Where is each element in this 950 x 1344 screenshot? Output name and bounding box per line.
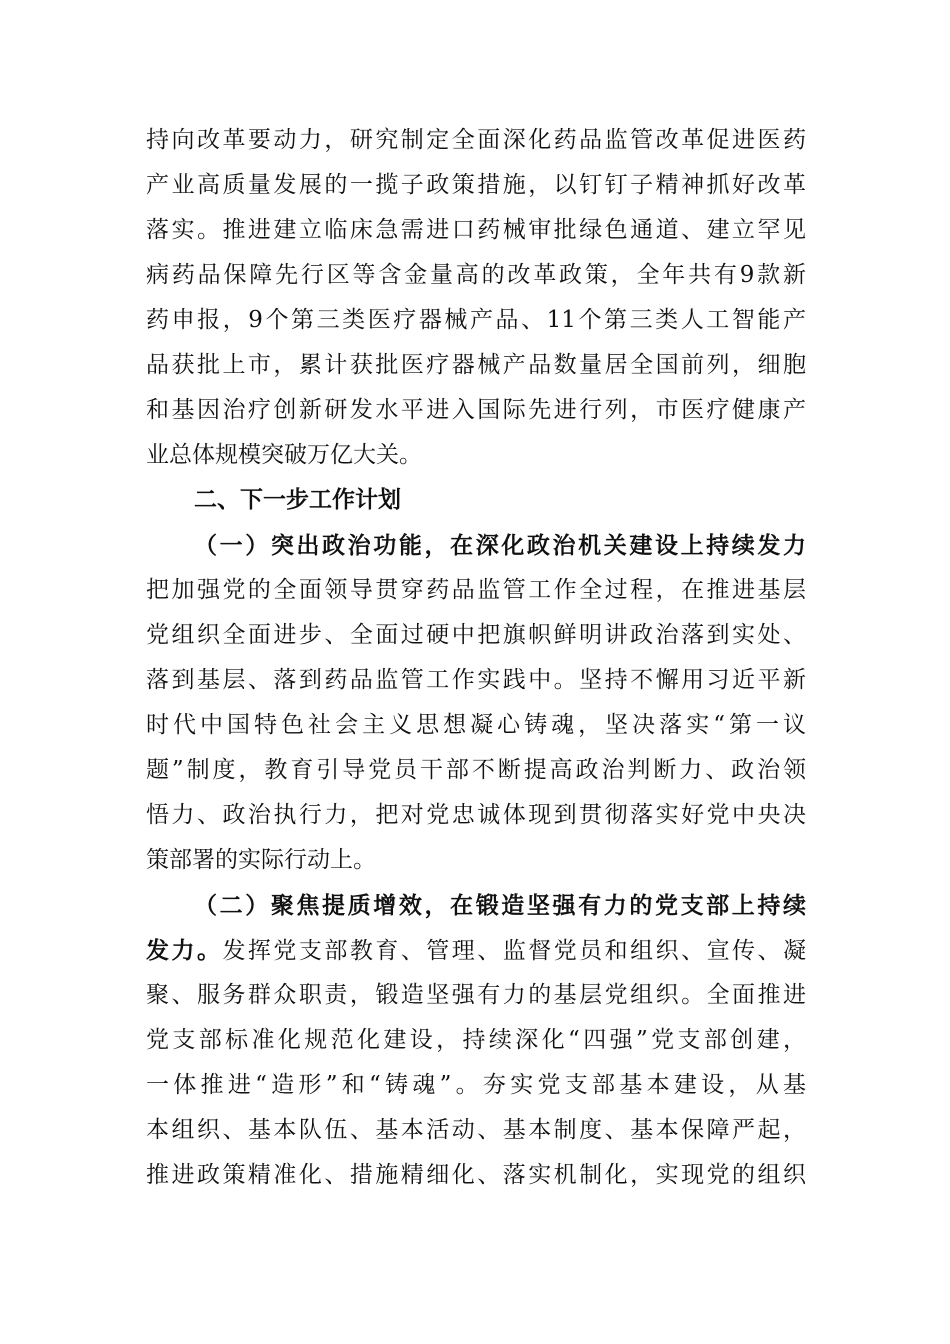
paragraph-line: 推进政策精准化、措施精细化、落实机制化，实现党的组织 (146, 1162, 806, 1188)
paragraph-line: 产业高质量发展的一揽子政策措施，以钉钉子精神抓好改革 (146, 172, 806, 198)
paragraph-line: 药申报，9个第三类医疗器械产品、11个第三类人工智能产 (146, 307, 806, 333)
paragraph-line: 党组织全面进步、全面过硬中把旗帜鲜明讲政治落到实处、 (146, 622, 806, 648)
paragraph-line: 本组织、基本队伍、基本活动、基本制度、基本保障严起， (146, 1117, 806, 1143)
paragraph-line: 党支部标准化规范化建设，持续深化“四强”党支部创建， (146, 1027, 806, 1053)
paragraph-line: 悟力、政治执行力，把对党忠诚体现到贯彻落实好党中央决 (146, 802, 806, 828)
paragraph-line: 聚、服务群众职责，锻造坚强有力的基层党组织。全面推进 (146, 982, 806, 1008)
document-body (146, 118, 806, 1198)
paragraph-line: 把加强党的全面领导贯穿药品监管工作全过程，在推进基层 (146, 577, 806, 603)
paragraph-line: 落实。推进建立临床急需进口药械审批绿色通道、建立罕见 (146, 217, 806, 243)
paragraph-line: 题”制度，教育引导党员干部不断提高政治判断力、政治领 (146, 757, 806, 783)
paragraph-line: 时代中国特色社会主义思想凝心铸魂，坚决落实“第一议 (146, 712, 806, 738)
paragraph-line (146, 928, 806, 973)
section-heading: 二、下一步工作计划 (194, 487, 401, 513)
paragraph-line: 一体推进“造形”和“铸魂”。夯实党支部基本建设，从基 (146, 1072, 806, 1098)
paragraph-line: 和基因治疗创新研发水平进入国际先进行列，市医疗健康产 (146, 397, 806, 423)
paragraph-line: 持向改革要动力，研究制定全面深化药品监管改革促进医药 (146, 127, 806, 153)
paragraph-line: 品获批上市，累计获批医疗器械产品数量居全国前列，细胞 (146, 352, 806, 378)
paragraph-text: 发挥党支部教育、管理、监督党员和组织、宣传、凝 (222, 938, 806, 964)
subsection-title: （二）聚焦提质增效，在锻造坚强有力的党支部上持续 (194, 892, 806, 919)
paragraph-line: 业总体规模突破万亿大关。 (146, 442, 422, 468)
paragraph-line: 落到基层、落到药品监管工作实践中。坚持不懈用习近平新 (146, 667, 806, 693)
subsection-title-end: 发力。 (146, 937, 223, 964)
subsection-title: （一）突出政治功能，在深化政治机关建设上持续发力 (194, 532, 806, 559)
paragraph-line: 策部署的实际行动上。 (146, 847, 376, 873)
paragraph-line: 病药品保障先行区等含金量高的改革政策，全年共有9款新 (146, 262, 806, 288)
